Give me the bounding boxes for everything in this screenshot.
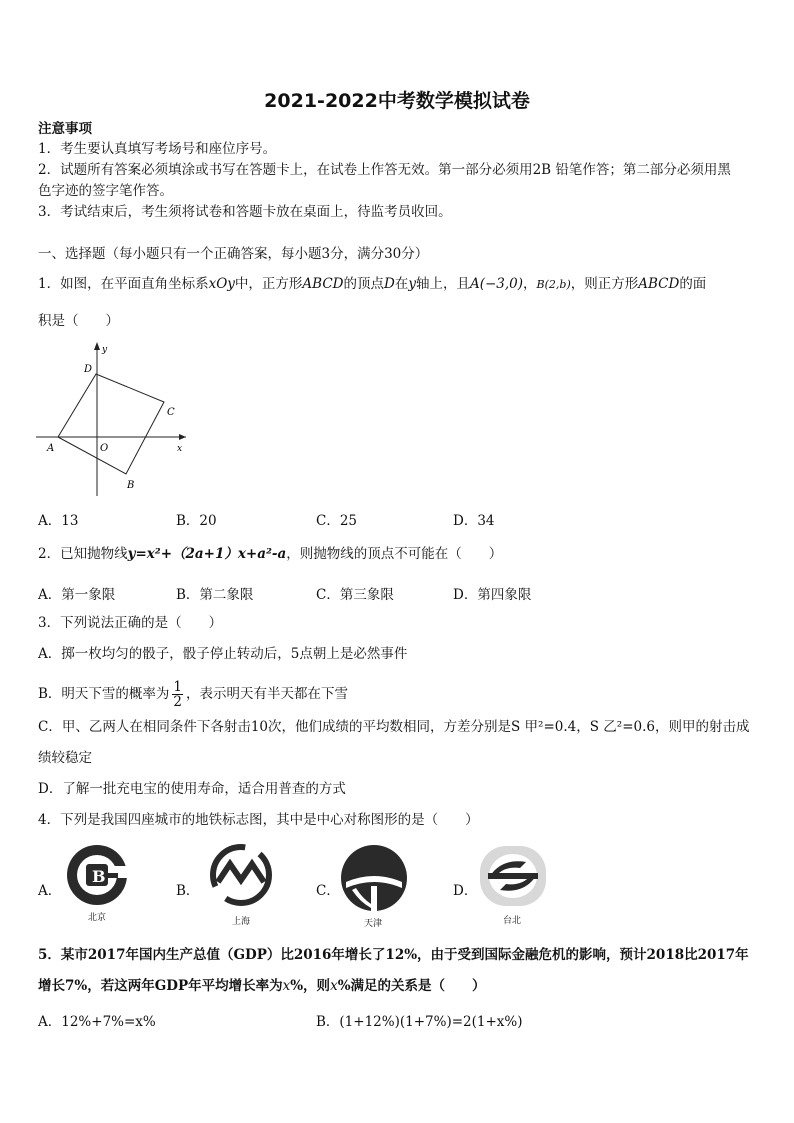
- q3-option-b: [38, 680, 348, 709]
- page-title: 2021-2022中考数学模拟试卷: [264, 90, 530, 112]
- q1-math-xoy: xOy: [208, 276, 235, 292]
- q1-text: 1．如图，在平面直角坐标系: [38, 276, 209, 292]
- q1-text: 轴上，且: [415, 276, 470, 292]
- q1-text: 在: [394, 276, 409, 292]
- svg-text:B: B: [92, 867, 106, 886]
- x-axis-arrow-icon: [179, 434, 186, 440]
- notice-item-1: 1．考生要认真填写考场号和座位序号。: [38, 141, 277, 157]
- q4-option-c-label: C．: [316, 883, 340, 899]
- q2-stem: [38, 545, 502, 563]
- q5-text: %满足的关系是（ ）: [337, 978, 486, 994]
- q3-option-d: D．了解一批充电宝的使用寿命，适合用普查的方式: [38, 781, 346, 797]
- q1-option-c: C．25: [316, 513, 358, 529]
- notice-item-2: 2．试题所有答案必须填涂或书写在答题卡上，在试卷上作答无效。第一部分必须用2B 铅笔作答；第二部分必须用黑: [38, 162, 731, 178]
- label-a: A: [47, 443, 55, 454]
- q4-option-d-city: 台北: [503, 916, 522, 926]
- q1-text: 的面: [679, 276, 707, 292]
- q4-stem: 4．下列是我国四座城市的地铁标志图，其中是中心对称图形的是（ ）: [38, 812, 479, 828]
- q5-stem-line2: [38, 977, 486, 995]
- q2-option-a: A．第一象限: [38, 587, 116, 603]
- q1-text: 中，正方形: [234, 276, 303, 292]
- q1-math-d: D: [383, 276, 395, 292]
- notice-item-2-cont: 色字迹的签字笔作答。: [38, 183, 173, 199]
- q3-option-c-line1: C．甲、乙两人在相同条件下各射击10次，他们成绩的平均数相同，方差分别是S 甲²=0.4，S 乙²=0.6，则甲的射击成: [38, 719, 750, 735]
- q2-option-b: B．第二象限: [176, 587, 254, 603]
- section-heading: 一、选择题（每小题只有一个正确答案，每小题3分，满分30分）: [38, 246, 429, 262]
- q3-b-text: ，表示明天有半天都在下雪: [186, 686, 349, 702]
- q1-text: ，: [523, 276, 537, 292]
- label-c: C: [167, 407, 175, 418]
- q5-option-a: A．12%+7%=x%: [38, 1014, 156, 1030]
- label-x: x: [177, 444, 183, 454]
- q1-math-y: y: [408, 276, 416, 292]
- q5-text: 增长7%，若这两年GDP年平均增长率为: [38, 978, 283, 994]
- notice-item-3: 3．考试结束后，考生须将试卷和答题卡放在桌面上，待监考员收回。: [38, 204, 452, 220]
- q1-text: ，则正方形: [570, 276, 639, 292]
- q1-stem-line2: 积是（ ）: [38, 313, 119, 329]
- q4-option-b-label: B．: [176, 883, 200, 899]
- q3-b-text: B．明天下雪的概率为: [38, 686, 170, 702]
- q1-option-d: D．34: [453, 513, 495, 529]
- q1-math-point-a: A(−3,0): [469, 276, 524, 292]
- q3-stem: 3．下列说法正确的是（ ）: [38, 615, 223, 631]
- label-y: y: [102, 345, 108, 355]
- y-axis-arrow-icon: [94, 342, 100, 350]
- q1-math-point-b: B(2,b): [536, 278, 571, 291]
- q4-option-c-city: 天津: [364, 919, 383, 929]
- beijing-metro-logo-icon: [64, 842, 130, 908]
- q1-stem-line1: [38, 275, 706, 294]
- q3-fraction-numerator: 1: [173, 679, 183, 695]
- taipei-metro-logo-icon: [476, 842, 550, 910]
- tianjin-metro-logo-icon: [338, 842, 410, 914]
- label-d: D: [84, 364, 93, 375]
- q1-math-abcd: ABCD: [638, 276, 680, 292]
- label-o: O: [100, 443, 109, 454]
- q5-text: %，则: [290, 978, 331, 994]
- q5-option-b: B．(1+12%)(1+7%)=2(1+x%): [316, 1014, 523, 1030]
- q1-option-a: A．13: [38, 513, 79, 529]
- q1-coordinate-figure: [36, 338, 196, 498]
- q1-math-abcd: ABCD: [302, 276, 344, 292]
- q2-option-c: C．第三象限: [316, 587, 394, 603]
- q2-option-d: D．第四象限: [453, 587, 532, 603]
- q3-fraction: [172, 680, 183, 709]
- q5-math-x: x: [282, 978, 291, 994]
- notice-heading: 注意事项: [38, 121, 92, 137]
- q2-text: ，则抛物线的顶点不可能在（ ）: [286, 546, 503, 562]
- q1-option-b: B．20: [176, 513, 217, 529]
- q4-option-a-city: 北京: [88, 913, 107, 923]
- q3-option-a: A．掷一枚均匀的骰子，骰子停止转动后，5点朝上是必然事件: [38, 646, 408, 662]
- square-abcd: [58, 374, 164, 474]
- q2-text: 2．已知抛物线: [38, 546, 128, 562]
- q3-fraction-denominator: 2: [173, 694, 183, 710]
- q1-text: 的顶点: [343, 276, 384, 292]
- q3-option-c-line2: 绩较稳定: [38, 750, 92, 766]
- q5-math-x: x: [330, 978, 338, 994]
- q4-option-a-label: A．: [38, 883, 62, 899]
- q4-option-b-city: 上海: [232, 917, 251, 927]
- label-b: B: [127, 480, 135, 491]
- q2-math-expr: y=x²+（2a+1）x+a²-a: [127, 546, 287, 562]
- q5-stem-line1: 5．某市2017年国内生产总值（GDP）比2016年增长了12%，由于受到国际金融危机的影响，预计2018比2017年: [38, 947, 749, 963]
- q4-option-d-label: D．: [453, 883, 478, 899]
- shanghai-metro-logo-icon: [206, 842, 276, 908]
